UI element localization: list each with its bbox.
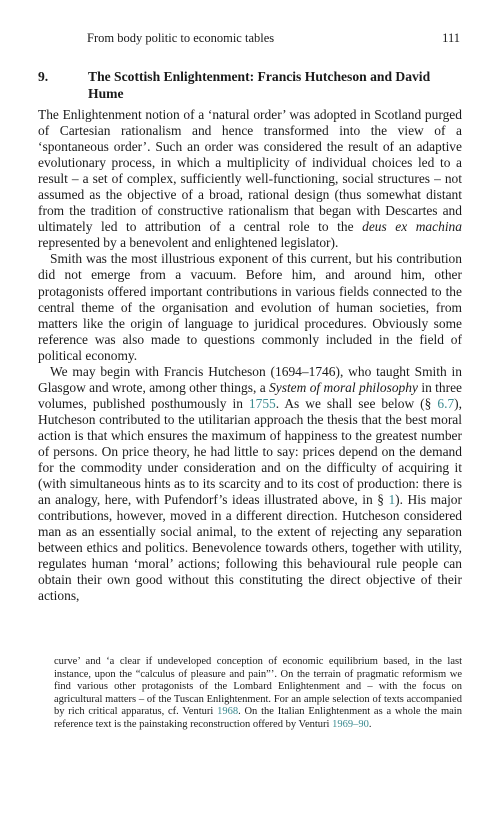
text-run: ). His major contributions, however, moved in a different direction. Hutcheson considered man as an essentially social animal, to the extent of rejecting any separation between ethics and politics. Benevolence towards others, together with utility, regulates human ‘moral’ actions; following this behavioural rule people can obtain their own good without this constituting the direct objective of their actions,: [38, 492, 462, 604]
paragraph: [38, 364, 462, 605]
text-run: . As we shall see below (§: [275, 395, 438, 411]
citation-link[interactable]: 1755: [248, 395, 276, 411]
text-run: in three volumes, published posthumously in: [38, 379, 463, 411]
text-run: .: [368, 718, 372, 730]
section-crossref-link[interactable]: 1: [388, 492, 396, 508]
text-run: The Enlightenment notion of a ‘natural order’ was adopted in Scotland purged of Cartesian rationalism and hence transformed into the view of a ‘spontaneous order’. Such an order was considered the result of an adaptive evolutionary process, in which a multiplicity of individual choices led to a result – a set of complex, sufficiently well-functioning, social structures – not assumed as the objective of a broad, rational design (thus somewhat distant from the tradition of constructive rationalism that began with Descartes and ultimately led to attribution of a central role to the: [38, 107, 462, 235]
italic-book-title: System of moral philosophy: [269, 379, 418, 395]
text-run: We may begin with Francis Hutcheson (1694–1746), who taught Smith in Glasgow and wrote, among other things, a: [38, 363, 462, 395]
page-number: 111: [442, 31, 460, 45]
section-title: The Scottish Enlightenment: Francis Hutcheson and David Hume: [88, 69, 431, 101]
section-crossref-link[interactable]: 6.7: [437, 395, 455, 411]
running-header: [87, 31, 460, 46]
text-run: ), Hutcheson contributed to the utilitarian approach the thesis that the best moral action is that which ensures the maximum of happiness to the greatest number of persons. On price theory, he had little to say: prices depend on the demand for the commodity under consideration and on the difficulty of acquiring it (with simultaneous hints as to its scarcity and to its cost of production: there is an analogy, here, with Pufendorf’s ideas illustrated above, in §: [38, 395, 462, 508]
paragraph: [38, 107, 462, 251]
footnote-text: [54, 656, 462, 732]
paragraph: Smith was the most illustrious exponent of this current, but his contribution did not emerge from a vacuum. Before him, and around him, other protagonists offered important contributions in various fields connected to the central theme of the organisation and evolution of human societies, from matters like the origin of language to juridical procedures. Obviously some reference was also made to questions commonly included in the field of political economy.: [38, 251, 462, 363]
text-run: curve’ and ‘a clear if undeveloped conception of economic equilibrium based, in the last instance, upon the “calculus of pleasure and pain”’. On the terrain of pragmatic reformism we find various other protagonists of the Lombard Enlightenment and – with the focus on agricultural matters – of the Tuscan Enlightenment. For an ample selection of texts accompanied by rich critical apparatus, cf. Venturi: [54, 656, 462, 718]
footnote: [54, 656, 462, 732]
citation-link[interactable]: 1968: [217, 706, 239, 718]
text-run: . On the Italian Enlightenment as a whole the main reference text is the painstaking reconstruction offered by Venturi: [54, 706, 462, 730]
body-text: [38, 107, 462, 604]
section-number: 9.: [38, 69, 49, 84]
text-run: represented by a benevolent and enlightened legislator).: [38, 235, 339, 251]
citation-link[interactable]: 1969–90: [332, 718, 369, 730]
running-title: From body politic to economic tables: [87, 31, 275, 45]
italic-term: deus ex machina: [362, 219, 462, 235]
